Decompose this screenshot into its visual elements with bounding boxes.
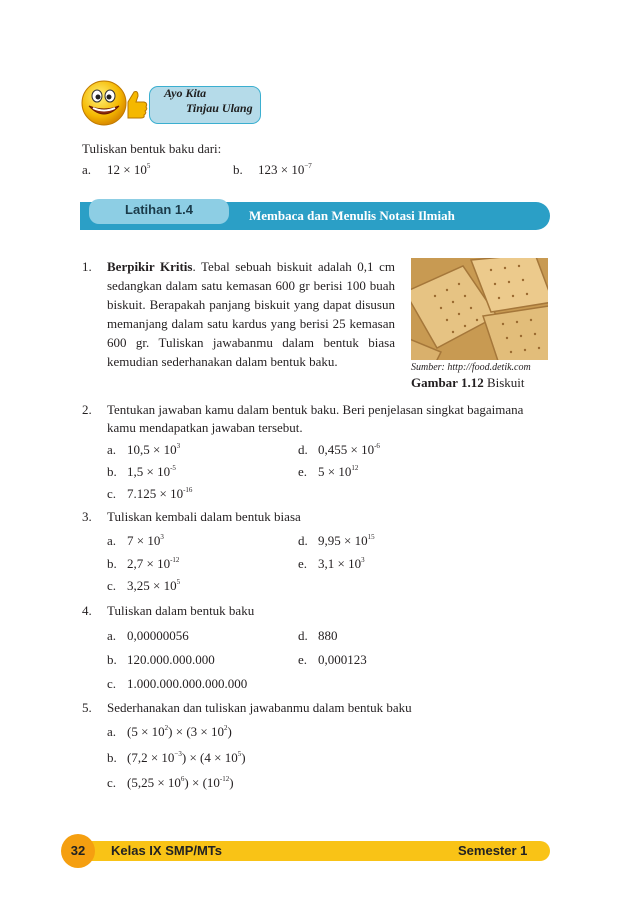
problem2-a-expression: $10,5 \times 10^3$	[127, 442, 181, 457]
problem3-a-label: a.	[107, 533, 117, 548]
problem4-e-label: e.	[298, 652, 308, 667]
footer-semester: Semester 1	[458, 843, 528, 858]
problem3-b-label: b.	[107, 556, 117, 571]
review-a-label: a.	[82, 162, 92, 177]
exercise-label: Latihan 1.4	[125, 202, 193, 217]
biscuit-image	[411, 258, 548, 360]
problem4-c-value: 1.000.000.000.000.000	[127, 676, 248, 691]
problem4-d-value: 880	[318, 628, 338, 643]
problem3-number: 3.	[82, 509, 92, 524]
problem4-b-value: 120.000.000.000	[127, 652, 215, 667]
problem2-d-label: d.	[298, 442, 308, 457]
review-a-expression: $12 \times 10^5$	[107, 162, 151, 177]
problem3-d-expression: $9,95 \times 10^{15}$	[318, 533, 375, 548]
figure-caption: Gambar 1.12 Biskuit	[411, 375, 525, 390]
problem2-c-label: c.	[107, 486, 117, 501]
badge-line2: Tinjau Ulang	[186, 101, 253, 115]
problem5-b-label: b.	[107, 750, 117, 765]
problem3-line1: Tuliskan kembali dalam bentuk biasa	[107, 509, 301, 524]
problem2-b-label: b.	[107, 464, 117, 479]
problem2-c-expression: $7.125 \times 10^{-16}$	[127, 486, 193, 501]
problem4-a-value: 0,00000056	[127, 628, 189, 643]
problem3-e-expression: $3,1 \times 10^3$	[318, 556, 365, 571]
problem5-a-expression: $(5 \times 10^2) \times (3 \times 10^2)$	[127, 724, 232, 739]
problem4-e-value: 0,000123	[318, 652, 367, 667]
problem2-number: 2.	[82, 402, 92, 417]
problem1-text: Berpikir Kritis. Tebal sebuah biskuit adalah 0,1 cm sedangkan dalam satu kemasan 600 gr berisi 100 buah biskuit. Berapakah panjang biskuit yang dapat disusun memanjang dalam satu kardus yang berisi 25 kemasan 600 gr. Tuliskan jawabanmu dalam bentuk biasa kemudian sederhanakan dalam bentuk baku.	[107, 259, 395, 369]
problem4-d-label: d.	[298, 628, 308, 643]
problem5-a-label: a.	[107, 724, 117, 739]
problem4-a-label: a.	[107, 628, 117, 643]
problem3-c-label: c.	[107, 578, 117, 593]
problem2-e-label: e.	[298, 464, 308, 479]
problem2-line1: Tentukan jawaban kamu dalam bentuk baku. Beri penjelasan singkat bagaimana	[107, 402, 524, 417]
smiley-thumbs-up-icon	[78, 78, 156, 128]
problem2-a-label: a.	[107, 442, 117, 457]
footer-class: Kelas IX SMP/MTs	[111, 843, 223, 858]
problem4-b-label: b.	[107, 652, 117, 667]
problem3-b-expression: $2,7 \times 10^{-12}$	[127, 556, 180, 571]
problem3-a-expression: $7 \times 10^3$	[127, 533, 164, 548]
problem2-line2: kamu mendapatkan jawaban tersebut.	[107, 420, 303, 435]
problem3-c-expression: $3,25 \times 10^5$	[127, 578, 181, 593]
problem5-c-label: c.	[107, 775, 117, 790]
problem2-e-expression: $5 \times 10^{12}$	[318, 464, 359, 479]
problem5-number: 5.	[82, 700, 92, 715]
problem5-c-expression: $(5,25 \times 10^6) \times (10^{-12})$	[127, 775, 234, 790]
problem1-number: 1.	[82, 259, 92, 274]
problem5-line1: Sederhanakan dan tuliskan jawabanmu dalam bentuk baku	[107, 700, 412, 715]
review-b-expression: $123 \times 10^{-7}$	[258, 162, 312, 177]
problem4-line1: Tuliskan dalam bentuk baku	[107, 603, 255, 618]
problem5-b-expression: $(7,2 \times 10^{-3}) \times (4 \times 10^5)$	[127, 750, 246, 765]
problem3-e-label: e.	[298, 556, 308, 571]
problem4-number: 4.	[82, 603, 92, 618]
page-number: 32	[70, 843, 86, 858]
review-instruction: Tuliskan bentuk baku dari:	[82, 141, 222, 156]
problem2-b-expression: $1,5 \times 10^{-5}$	[127, 464, 176, 479]
exercise-title: Membaca dan Menulis Notasi Ilmiah	[249, 208, 455, 223]
problem4-c-label: c.	[107, 676, 117, 691]
problem2-d-expression: $0,455 \times 10^{-6}$	[318, 442, 380, 457]
review-b-label: b.	[233, 162, 243, 177]
image-source: Sumber: http://food.detik.com	[411, 362, 531, 373]
problem3-d-label: d.	[298, 533, 308, 548]
badge-line1: Ayo Kita	[164, 86, 207, 100]
